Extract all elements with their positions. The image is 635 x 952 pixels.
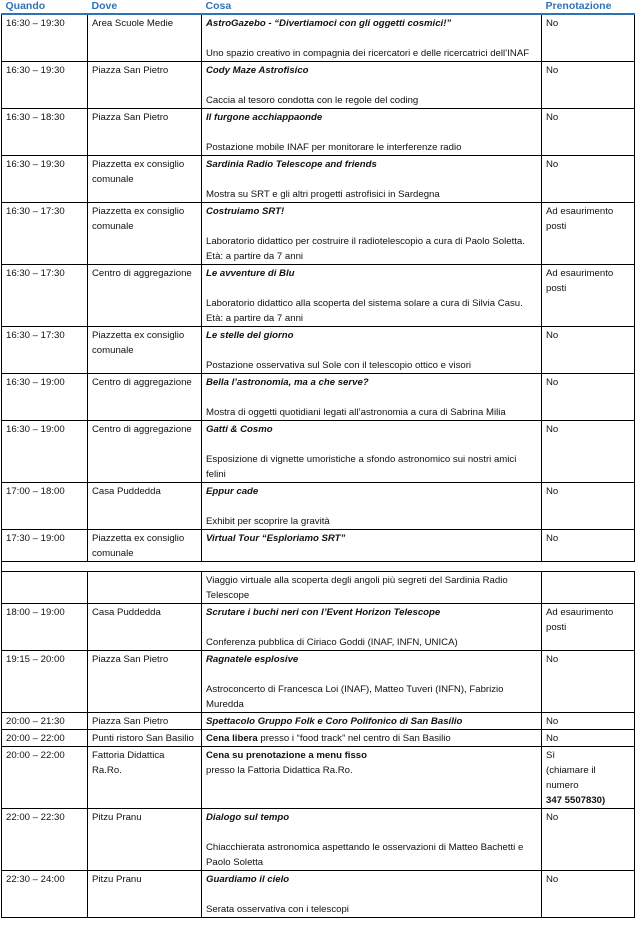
booking-phone: 347 5507830) — [546, 795, 606, 806]
event-place: Piazzetta ex consiglio comunale — [88, 156, 202, 203]
event-booking: No — [542, 651, 635, 713]
event-time: 16:30 – 17:30 — [2, 265, 88, 327]
event-description: Chiacchierata astronomica aspettando le osservazioni di Matteo Bachetti e Paolo Soletta — [206, 842, 524, 868]
table-row — [2, 572, 635, 604]
event-time: 16:30 – 19:30 — [2, 156, 88, 203]
event-place: Piazza San Pietro — [88, 62, 202, 109]
event-title: Guardiamo il cielo — [206, 874, 290, 885]
event-description: Postazione mobile INAF per monitorare le interferenze radio — [206, 142, 462, 153]
event-place: Piazzetta ex consiglio comunale — [88, 327, 202, 374]
event-booking: No — [542, 530, 635, 562]
event-booking: No — [542, 374, 635, 421]
event-booking: No — [542, 327, 635, 374]
event-title: Sardinia Radio Telescope and friends — [206, 159, 377, 170]
event-description: Mostra di oggetti quotidiani legati all’astronomia a cura di Sabrina Milia — [206, 407, 506, 418]
event-time: 22:30 – 24:00 — [2, 871, 88, 918]
event-title: Cody Maze Astrofisico — [206, 65, 309, 76]
table-row — [2, 203, 635, 265]
event-place: Casa Puddedda — [88, 604, 202, 651]
table-row — [2, 747, 635, 809]
event-description: Conferenza pubblica di Ciriaco Goddi (INAF, INFN, UNICA) — [206, 637, 458, 648]
event-description: presso la Fattoria Didattica Ra.Ro. — [206, 765, 353, 776]
event-place: Centro di aggregazione — [88, 265, 202, 327]
table-row — [2, 327, 635, 374]
event-place: Piazza San Pietro — [88, 651, 202, 713]
event-title: Gatti & Cosmo — [206, 424, 273, 435]
event-time: 19:15 – 20:00 — [2, 651, 88, 713]
table-row — [2, 604, 635, 651]
event-booking: No — [542, 713, 635, 730]
event-booking: No — [542, 109, 635, 156]
booking-note: (chiamare il numero — [546, 765, 596, 791]
event-booking: Ad esaurimento posti — [542, 604, 635, 651]
table-row — [2, 265, 635, 327]
event-description: Caccia al tesoro condotta con le regole del coding — [206, 95, 419, 106]
header-what: Cosa — [202, 0, 542, 14]
event-title: Le stelle del giorno — [206, 330, 294, 341]
header-booking: Prenotazione — [542, 0, 635, 14]
event-place: Area Scuole Medie — [88, 14, 202, 62]
event-description: Esposizione di vignette umoristiche a sfondo astronomico sui nostri amici felini — [206, 454, 517, 480]
event-booking: No — [542, 483, 635, 530]
event-time: 16:30 – 19:30 — [2, 14, 88, 62]
event-place: Centro di aggregazione — [88, 421, 202, 483]
event-description: Serata osservativa con i telescopi — [206, 904, 349, 915]
event-description: Exhibit per scoprire la gravità — [206, 516, 330, 527]
event-description: Astroconcerto di Francesca Loi (INAF), Matteo Tuveri (INFN), Fabrizio Muredda — [206, 684, 504, 710]
event-title: Virtual Tour “Esploriamo SRT” — [206, 533, 346, 544]
event-booking: No — [542, 62, 635, 109]
event-booking: No — [542, 421, 635, 483]
event-time: 16:30 – 17:30 — [2, 203, 88, 265]
event-time: 16:30 – 18:30 — [2, 109, 88, 156]
event-time: 20:00 – 22:00 — [2, 730, 88, 747]
event-booking: No — [542, 871, 635, 918]
event-place: Pitzu Pranu — [88, 871, 202, 918]
event-title: Il furgone acchiappaonde — [206, 112, 323, 123]
event-description: Laboratorio didattico per costruire il radiotelescopio a cura di Paolo Soletta. Età: a partire da 7 anni — [206, 236, 525, 262]
event-booking: No — [542, 14, 635, 62]
event-place: Piazza San Pietro — [88, 109, 202, 156]
table-row — [2, 730, 635, 747]
table-row — [2, 483, 635, 530]
event-title: AstroGazebo - “Divertiamoci con gli oggetti cosmici!” — [206, 18, 452, 29]
event-booking: No — [542, 730, 635, 747]
event-time: 17:00 – 18:00 — [2, 483, 88, 530]
schedule-table — [1, 0, 635, 918]
event-title: Bella l’astronomia, ma a che serve? — [206, 377, 369, 388]
event-description: Mostra su SRT e gli altri progetti astrofisici in Sardegna — [206, 189, 440, 200]
event-booking: No — [542, 156, 635, 203]
event-time: 18:00 – 19:00 — [2, 604, 88, 651]
event-description: Viaggio virtuale alla scoperta degli angoli più segreti del Sardinia Radio Telescope — [206, 575, 508, 601]
event-title: Cena libera — [206, 733, 258, 744]
event-time: 16:30 – 17:30 — [2, 327, 88, 374]
table-row — [2, 809, 635, 871]
event-time: 16:30 – 19:00 — [2, 421, 88, 483]
header-row — [2, 0, 635, 14]
event-booking: Ad esaurimento posti — [542, 203, 635, 265]
event-title: Cena su prenotazione a menu fisso — [206, 750, 367, 761]
table-row — [2, 530, 635, 562]
event-place: Centro di aggregazione — [88, 374, 202, 421]
table-row — [2, 14, 635, 62]
event-place: Piazzetta ex consiglio comunale — [88, 530, 202, 562]
event-description: Postazione osservativa sul Sole con il telescopio ottico e visori — [206, 360, 472, 371]
event-title: Costruiamo SRT! — [206, 206, 285, 217]
event-place: Fattoria Didattica Ra.Ro. — [88, 747, 202, 809]
event-time: 20:00 – 22:00 — [2, 747, 88, 809]
page-break-gap — [2, 562, 635, 572]
event-booking: No — [542, 809, 635, 871]
table-row — [2, 62, 635, 109]
event-time: 16:30 – 19:00 — [2, 374, 88, 421]
table-row — [2, 871, 635, 918]
header-where: Dove — [88, 0, 202, 14]
event-description: Laboratorio didattico alla scoperta del sistema solare a cura di Silvia Casu. Età: a partire da 7 anni — [206, 298, 523, 324]
event-place: Casa Puddedda — [88, 483, 202, 530]
table-row — [2, 421, 635, 483]
table-row — [2, 374, 635, 421]
event-time: 16:30 – 19:30 — [2, 62, 88, 109]
event-place: Piazza San Pietro — [88, 713, 202, 730]
event-title: Eppur cade — [206, 486, 259, 497]
event-description: Uno spazio creativo in compagnia dei ricercatori e delle ricercatrici dell’INAF — [206, 48, 530, 59]
event-time: 22:00 – 22:30 — [2, 809, 88, 871]
table-row — [2, 109, 635, 156]
event-title: Ragnatele esplosive — [206, 654, 299, 665]
event-description: presso i “food track” nel centro di San Basilio — [257, 733, 451, 744]
event-booking: Ad esaurimento posti — [542, 265, 635, 327]
event-title: Spettacolo Gruppo Folk e Coro Polifonico di San Basilio — [206, 716, 463, 727]
event-time: 20:00 – 21:30 — [2, 713, 88, 730]
event-title: Le avventure di Blu — [206, 268, 295, 279]
event-place: Pitzu Pranu — [88, 809, 202, 871]
header-when: Quando — [2, 0, 88, 14]
table-row — [2, 651, 635, 713]
event-title: Dialogo sul tempo — [206, 812, 290, 823]
event-place: Piazzetta ex consiglio comunale — [88, 203, 202, 265]
event-time: 17:30 – 19:00 — [2, 530, 88, 562]
event-booking: Sì — [546, 750, 556, 761]
event-title: Scrutare i buchi neri con l’Event Horizon Telescope — [206, 607, 441, 618]
event-place: Punti ristoro San Basilio — [88, 730, 202, 747]
table-row — [2, 156, 635, 203]
table-row — [2, 713, 635, 730]
